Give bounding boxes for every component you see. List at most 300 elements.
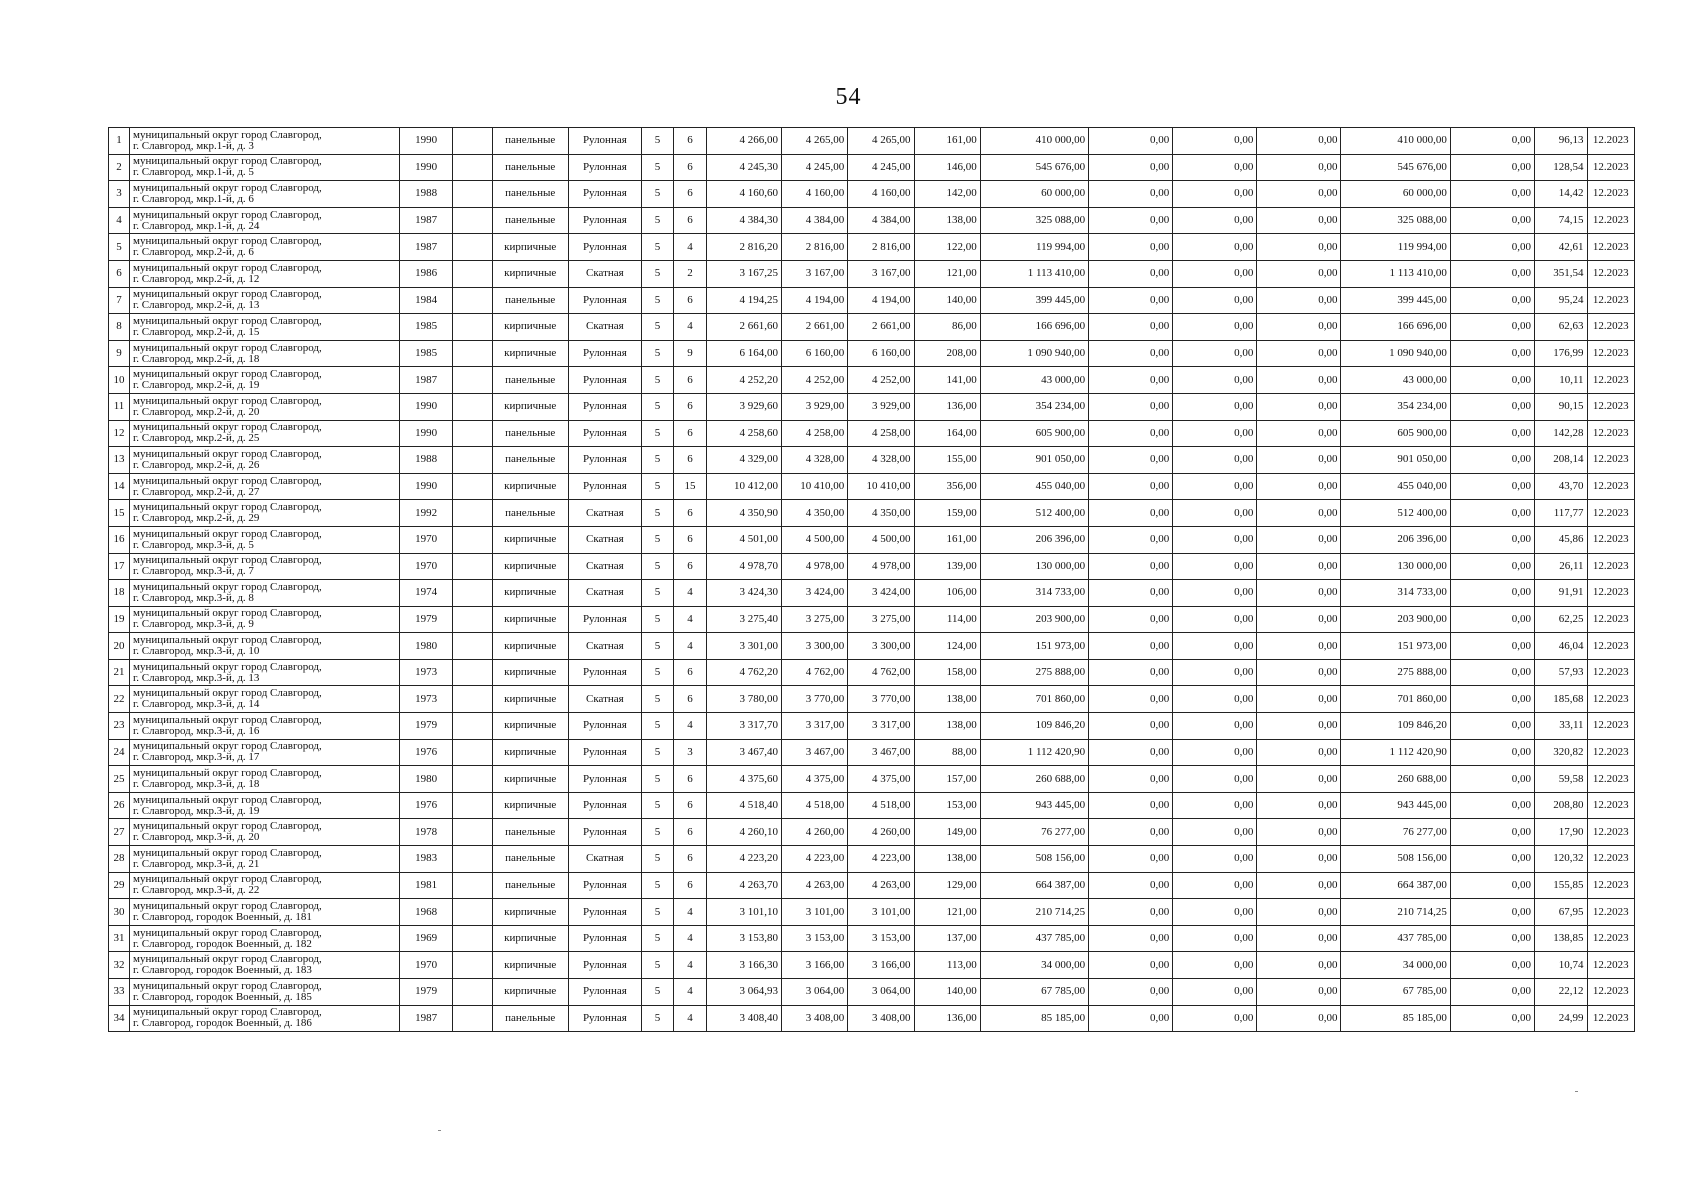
table-row [109,447,1635,474]
fund-value-cell: 0,00 [1089,899,1173,926]
address-line-district: муниципальный округ город Славгород, [133,554,322,567]
residents-cell: 155,00 [914,447,980,474]
other-funds-cell: 0,00 [1450,553,1534,580]
address-line-district: муниципальный округ город Славгород, [133,421,322,434]
table-row [109,739,1635,766]
roof-type-cell: Скатная [568,686,642,713]
other-funds-cell: 0,00 [1450,713,1534,740]
residents-cell: 121,00 [914,260,980,287]
year-built-cell: 1981 [400,872,453,899]
fund-value-cell: 0,00 [1173,979,1257,1006]
year-built-cell: 1987 [400,367,453,394]
entrances-cell: 6 [673,846,707,873]
year-built-cell: 1980 [400,633,453,660]
fund-value-cell: 0,00 [1257,846,1341,873]
residential-area-cell: 3 424,00 [848,580,914,607]
repair-cost-cell: 410 000,00 [980,128,1088,155]
address-line-district: муниципальный округ город Славгород, [133,580,322,593]
fund-value-cell: 0,00 [1257,314,1341,341]
blank-cell [452,447,492,474]
completion-date-cell: 12.2023 [1587,925,1634,952]
area-cell: 4 762,00 [782,659,848,686]
fund-value-cell: 0,00 [1257,128,1341,155]
year-built-cell: 1987 [400,1005,453,1032]
fund-value-cell: 0,00 [1173,713,1257,740]
repair-cost-cell: 85 185,00 [980,1005,1088,1032]
area-cell: 2 661,00 [782,314,848,341]
repair-cost-cell: 34 000,00 [980,952,1088,979]
completion-date-cell: 12.2023 [1587,207,1634,234]
fund-value-cell: 0,00 [1257,526,1341,553]
wall-material-cell: панельные [492,500,568,527]
address-line-district: муниципальный округ город Славгород, [133,873,322,886]
housing-repair-table [108,127,1635,1032]
year-built-cell: 1970 [400,952,453,979]
repair-cost-cell: 1 113 410,00 [980,260,1088,287]
completion-date-cell: 12.2023 [1587,979,1634,1006]
total-area-cell: 10 412,00 [707,473,782,500]
year-built-cell: 1988 [400,447,453,474]
address-cell [130,340,400,367]
fund-value-cell: 0,00 [1173,128,1257,155]
fund-value-cell: 0,00 [1089,181,1173,208]
owner-funds-cell: 34 000,00 [1341,952,1450,979]
entrances-cell: 6 [673,287,707,314]
row-number-cell: 1 [109,128,130,155]
wall-material-cell: кирпичные [492,473,568,500]
blank-cell [452,340,492,367]
floors-cell: 5 [642,792,674,819]
residential-area-cell: 3 770,00 [848,686,914,713]
blank-cell [452,1005,492,1032]
fund-value-cell: 0,00 [1257,899,1341,926]
roof-type-cell: Скатная [568,553,642,580]
address-cell [130,580,400,607]
unit-cost-cell: 176,99 [1534,340,1587,367]
year-built-cell: 1986 [400,260,453,287]
owner-funds-cell: 151 973,00 [1341,633,1450,660]
unit-cost-cell: 351,54 [1534,260,1587,287]
table-row [109,606,1635,633]
total-area-cell: 4 350,90 [707,500,782,527]
residents-cell: 138,00 [914,207,980,234]
table-row [109,287,1635,314]
other-funds-cell: 0,00 [1450,580,1534,607]
address-cell [130,872,400,899]
repair-cost-cell: 119 994,00 [980,234,1088,261]
fund-value-cell: 0,00 [1257,819,1341,846]
address-cell [130,979,400,1006]
row-number-cell: 3 [109,181,130,208]
owner-funds-cell: 1 113 410,00 [1341,260,1450,287]
fund-value-cell: 0,00 [1257,207,1341,234]
entrances-cell: 2 [673,260,707,287]
address-cell [130,739,400,766]
residents-cell: 88,00 [914,739,980,766]
address-cell [130,473,400,500]
fund-value-cell: 0,00 [1173,846,1257,873]
fund-value-cell: 0,00 [1173,314,1257,341]
entrances-cell: 6 [673,659,707,686]
unit-cost-cell: 59,58 [1534,766,1587,793]
row-number-cell: 17 [109,553,130,580]
address-line-street: г. Славгород, городок Военный, д. 181 [133,911,312,924]
address-line-street: г. Славгород, мкр.3-й, д. 9 [133,618,254,631]
row-number-cell: 25 [109,766,130,793]
table-row [109,1005,1635,1032]
area-cell: 4 260,00 [782,819,848,846]
wall-material-cell: кирпичные [492,713,568,740]
residential-area-cell: 4 263,00 [848,872,914,899]
address-cell [130,260,400,287]
floors-cell: 5 [642,766,674,793]
address-line-street: г. Славгород, мкр.2-й, д. 25 [133,432,260,445]
blank-cell [452,979,492,1006]
total-area-cell: 4 384,30 [707,207,782,234]
unit-cost-cell: 95,24 [1534,287,1587,314]
address-line-street: г. Славгород, мкр.3-й, д. 13 [133,671,260,684]
residents-cell: 138,00 [914,686,980,713]
area-cell: 3 153,00 [782,925,848,952]
row-number-cell: 8 [109,314,130,341]
total-area-cell: 2 661,60 [707,314,782,341]
scan-speck [1575,1091,1578,1092]
other-funds-cell: 0,00 [1450,819,1534,846]
wall-material-cell: панельные [492,154,568,181]
address-line-street: г. Славгород, мкр.3-й, д. 18 [133,778,260,791]
entrances-cell: 3 [673,739,707,766]
blank-cell [452,234,492,261]
year-built-cell: 1970 [400,553,453,580]
floors-cell: 5 [642,713,674,740]
blank-cell [452,766,492,793]
area-cell: 4 350,00 [782,500,848,527]
table-row [109,260,1635,287]
owner-funds-cell: 67 785,00 [1341,979,1450,1006]
blank-cell [452,580,492,607]
fund-value-cell: 0,00 [1257,234,1341,261]
residents-cell: 86,00 [914,314,980,341]
other-funds-cell: 0,00 [1450,979,1534,1006]
residential-area-cell: 3 167,00 [848,260,914,287]
floors-cell: 5 [642,872,674,899]
address-line-district: муниципальный округ город Славгород, [133,208,322,221]
roof-type-cell: Рулонная [568,447,642,474]
total-area-cell: 3 275,40 [707,606,782,633]
blank-cell [452,872,492,899]
fund-value-cell: 0,00 [1257,872,1341,899]
unit-cost-cell: 120,32 [1534,846,1587,873]
wall-material-cell: кирпичные [492,686,568,713]
other-funds-cell: 0,00 [1450,659,1534,686]
floors-cell: 5 [642,260,674,287]
address-line-district: муниципальный округ город Славгород, [133,713,322,726]
completion-date-cell: 12.2023 [1587,500,1634,527]
year-built-cell: 1979 [400,979,453,1006]
fund-value-cell: 0,00 [1173,580,1257,607]
residents-cell: 140,00 [914,287,980,314]
fund-value-cell: 0,00 [1257,952,1341,979]
roof-type-cell: Рулонная [568,979,642,1006]
unit-cost-cell: 208,14 [1534,447,1587,474]
address-line-street: г. Славгород, мкр.3-й, д. 21 [133,857,260,870]
unit-cost-cell: 91,91 [1534,580,1587,607]
roof-type-cell: Рулонная [568,207,642,234]
completion-date-cell: 12.2023 [1587,420,1634,447]
entrances-cell: 6 [673,792,707,819]
other-funds-cell: 0,00 [1450,128,1534,155]
wall-material-cell: панельные [492,128,568,155]
blank-cell [452,367,492,394]
row-number-cell: 21 [109,659,130,686]
unit-cost-cell: 57,93 [1534,659,1587,686]
total-area-cell: 3 929,60 [707,393,782,420]
year-built-cell: 1985 [400,314,453,341]
residential-area-cell: 3 929,00 [848,393,914,420]
fund-value-cell: 0,00 [1173,154,1257,181]
residential-area-cell: 4 350,00 [848,500,914,527]
table-row [109,500,1635,527]
address-cell [130,447,400,474]
entrances-cell: 4 [673,580,707,607]
area-cell: 6 160,00 [782,340,848,367]
total-area-cell: 4 978,70 [707,553,782,580]
fund-value-cell: 0,00 [1089,872,1173,899]
year-built-cell: 1992 [400,500,453,527]
address-cell [130,234,400,261]
floors-cell: 5 [642,340,674,367]
repair-cost-cell: 508 156,00 [980,846,1088,873]
entrances-cell: 6 [673,154,707,181]
address-line-street: г. Славгород, мкр.1-й, д. 24 [133,219,260,232]
unit-cost-cell: 14,42 [1534,181,1587,208]
fund-value-cell: 0,00 [1089,154,1173,181]
owner-funds-cell: 260 688,00 [1341,766,1450,793]
year-built-cell: 1983 [400,846,453,873]
unit-cost-cell: 17,90 [1534,819,1587,846]
fund-value-cell: 0,00 [1173,925,1257,952]
roof-type-cell: Скатная [568,633,642,660]
roof-type-cell: Рулонная [568,952,642,979]
blank-cell [452,128,492,155]
entrances-cell: 4 [673,925,707,952]
wall-material-cell: панельные [492,447,568,474]
repair-cost-cell: 1 112 420,90 [980,739,1088,766]
other-funds-cell: 0,00 [1450,181,1534,208]
address-cell [130,686,400,713]
year-built-cell: 1976 [400,739,453,766]
address-line-street: г. Славгород, мкр.2-й, д. 12 [133,272,260,285]
residential-area-cell: 4 258,00 [848,420,914,447]
owner-funds-cell: 43 000,00 [1341,367,1450,394]
entrances-cell: 4 [673,314,707,341]
entrances-cell: 4 [673,1005,707,1032]
other-funds-cell: 0,00 [1450,606,1534,633]
total-area-cell: 3 317,70 [707,713,782,740]
roof-type-cell: Рулонная [568,659,642,686]
table-row [109,872,1635,899]
owner-funds-cell: 275 888,00 [1341,659,1450,686]
address-line-street: г. Славгород, мкр.2-й, д. 19 [133,379,260,392]
address-line-street: г. Славгород, мкр.2-й, д. 29 [133,512,260,525]
roof-type-cell: Рулонная [568,1005,642,1032]
completion-date-cell: 12.2023 [1587,792,1634,819]
area-cell: 4 500,00 [782,526,848,553]
completion-date-cell: 12.2023 [1587,846,1634,873]
fund-value-cell: 0,00 [1173,1005,1257,1032]
total-area-cell: 3 101,10 [707,899,782,926]
floors-cell: 5 [642,500,674,527]
fund-value-cell: 0,00 [1089,766,1173,793]
table-row [109,766,1635,793]
address-line-street: г. Славгород, мкр.3-й, д. 19 [133,804,260,817]
total-area-cell: 3 064,93 [707,979,782,1006]
floors-cell: 5 [642,553,674,580]
floors-cell: 5 [642,314,674,341]
total-area-cell: 4 501,00 [707,526,782,553]
address-line-district: муниципальный округ город Славгород, [133,181,322,194]
residential-area-cell: 4 500,00 [848,526,914,553]
entrances-cell: 6 [673,393,707,420]
blank-cell [452,526,492,553]
completion-date-cell: 12.2023 [1587,606,1634,633]
completion-date-cell: 12.2023 [1587,154,1634,181]
unit-cost-cell: 90,15 [1534,393,1587,420]
fund-value-cell: 0,00 [1173,553,1257,580]
completion-date-cell: 12.2023 [1587,181,1634,208]
fund-value-cell: 0,00 [1089,447,1173,474]
area-cell: 4 978,00 [782,553,848,580]
fund-value-cell: 0,00 [1257,500,1341,527]
fund-value-cell: 0,00 [1173,260,1257,287]
residential-area-cell: 4 762,00 [848,659,914,686]
owner-funds-cell: 203 900,00 [1341,606,1450,633]
unit-cost-cell: 46,04 [1534,633,1587,660]
fund-value-cell: 0,00 [1173,500,1257,527]
blank-cell [452,633,492,660]
address-line-district: муниципальный округ город Славгород, [133,474,322,487]
other-funds-cell: 0,00 [1450,899,1534,926]
completion-date-cell: 12.2023 [1587,686,1634,713]
table-row [109,181,1635,208]
unit-cost-cell: 67,95 [1534,899,1587,926]
residents-cell: 138,00 [914,846,980,873]
fund-value-cell: 0,00 [1257,766,1341,793]
owner-funds-cell: 1 090 940,00 [1341,340,1450,367]
row-number-cell: 32 [109,952,130,979]
year-built-cell: 1984 [400,287,453,314]
residents-cell: 122,00 [914,234,980,261]
wall-material-cell: кирпичные [492,792,568,819]
repair-cost-cell: 399 445,00 [980,287,1088,314]
address-line-street: г. Славгород, мкр.2-й, д. 20 [133,405,260,418]
wall-material-cell: кирпичные [492,580,568,607]
area-cell: 4 328,00 [782,447,848,474]
address-line-district: муниципальный округ город Славгород, [133,447,322,460]
blank-cell [452,899,492,926]
completion-date-cell: 12.2023 [1587,287,1634,314]
entrances-cell: 6 [673,553,707,580]
residents-cell: 146,00 [914,154,980,181]
owner-funds-cell: 399 445,00 [1341,287,1450,314]
total-area-cell: 4 329,00 [707,447,782,474]
residential-area-cell: 3 300,00 [848,633,914,660]
address-line-street: г. Славгород, городок Военный, д. 183 [133,964,312,977]
area-cell: 3 300,00 [782,633,848,660]
floors-cell: 5 [642,979,674,1006]
fund-value-cell: 0,00 [1173,819,1257,846]
completion-date-cell: 12.2023 [1587,580,1634,607]
completion-date-cell: 12.2023 [1587,899,1634,926]
roof-type-cell: Рулонная [568,473,642,500]
area-cell: 10 410,00 [782,473,848,500]
year-built-cell: 1969 [400,925,453,952]
wall-material-cell: кирпичные [492,739,568,766]
completion-date-cell: 12.2023 [1587,234,1634,261]
roof-type-cell: Рулонная [568,287,642,314]
fund-value-cell: 0,00 [1257,925,1341,952]
completion-date-cell: 12.2023 [1587,819,1634,846]
unit-cost-cell: 320,82 [1534,739,1587,766]
address-line-street: г. Славгород, мкр.3-й, д. 10 [133,645,260,658]
fund-value-cell: 0,00 [1173,234,1257,261]
address-cell [130,713,400,740]
residential-area-cell: 4 375,00 [848,766,914,793]
address-line-district: муниципальный округ город Славгород, [133,501,322,514]
completion-date-cell: 12.2023 [1587,659,1634,686]
address-cell [130,287,400,314]
floors-cell: 5 [642,846,674,873]
completion-date-cell: 12.2023 [1587,553,1634,580]
address-line-street: г. Славгород, мкр.1-й, д. 5 [133,166,254,179]
repair-cost-cell: 130 000,00 [980,553,1088,580]
floors-cell: 5 [642,473,674,500]
fund-value-cell: 0,00 [1257,367,1341,394]
address-cell [130,207,400,234]
roof-type-cell: Рулонная [568,606,642,633]
residents-cell: 136,00 [914,393,980,420]
table-row [109,686,1635,713]
completion-date-cell: 12.2023 [1587,473,1634,500]
table-row [109,659,1635,686]
address-cell [130,899,400,926]
address-line-street: г. Славгород, мкр.3-й, д. 14 [133,698,260,711]
fund-value-cell: 0,00 [1173,686,1257,713]
blank-cell [452,659,492,686]
other-funds-cell: 0,00 [1450,792,1534,819]
row-number-cell: 4 [109,207,130,234]
unit-cost-cell: 22,12 [1534,979,1587,1006]
area-cell: 3 467,00 [782,739,848,766]
table-row [109,553,1635,580]
address-line-district: муниципальный округ город Славгород, [133,128,322,141]
address-line-district: муниципальный округ город Славгород, [133,953,322,966]
other-funds-cell: 0,00 [1450,500,1534,527]
fund-value-cell: 0,00 [1173,766,1257,793]
wall-material-cell: кирпичные [492,553,568,580]
residents-cell: 121,00 [914,899,980,926]
roof-type-cell: Скатная [568,846,642,873]
total-area-cell: 3 166,30 [707,952,782,979]
area-cell: 3 929,00 [782,393,848,420]
repair-cost-cell: 545 676,00 [980,154,1088,181]
year-built-cell: 1978 [400,819,453,846]
wall-material-cell: кирпичные [492,260,568,287]
fund-value-cell: 0,00 [1257,154,1341,181]
owner-funds-cell: 314 733,00 [1341,580,1450,607]
fund-value-cell: 0,00 [1089,287,1173,314]
row-number-cell: 29 [109,872,130,899]
